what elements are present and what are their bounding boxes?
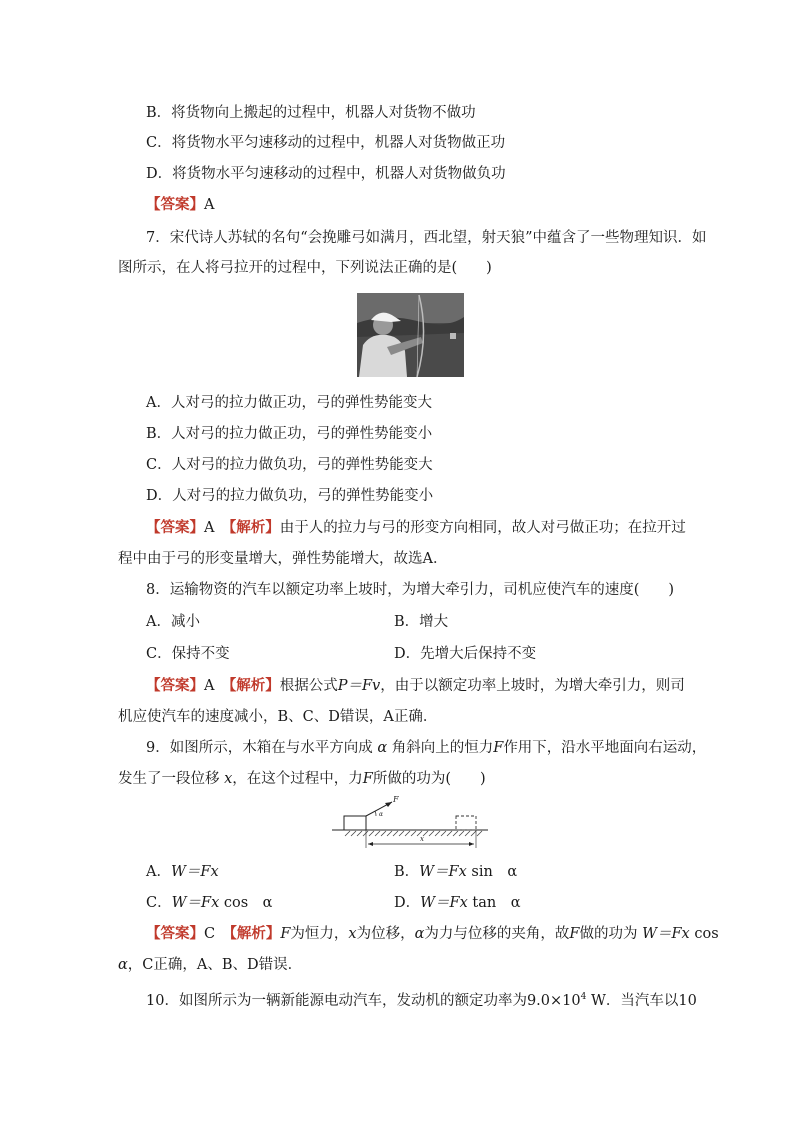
q10-stem-line-1 [146, 988, 697, 1010]
analysis-tag: 【解析】 [229, 925, 281, 942]
q8-stem: 8．运输物资的汽车以额定功率上坡时，为增大牵引力，司机应使汽车的速度( ) [146, 582, 675, 598]
q9-answer [146, 925, 719, 943]
answer-value: A [204, 678, 215, 694]
formula: W＝Fx [170, 864, 219, 880]
displacement-symbol: x [224, 771, 233, 787]
text: D． [394, 895, 421, 911]
text: C． [146, 895, 172, 911]
force-symbol: F [280, 926, 291, 942]
q7-stem-line-1: 7．宋代诗人苏轼的名句“会挽雕弓如满月，西北望，射天狼”中蕴含了一些物理知识．如 [146, 230, 707, 246]
answer-tag: 【答案】 [146, 196, 204, 213]
answer-tag: 【答案】 [146, 519, 204, 536]
q9-stem-line-1 [146, 739, 706, 757]
text: 作用下，沿水平地面向右运动， [503, 740, 707, 756]
text: cos [694, 926, 719, 942]
q8-option-a: A．减小 [146, 614, 200, 630]
text: 为力与位移的夹角，故 [424, 926, 570, 942]
q7-analysis-line-2: 程中由于弓的形变量增大，弹性势能增大，故选A． [118, 551, 448, 567]
superscript: 4 [580, 992, 587, 1002]
answer-value: A [204, 197, 215, 213]
answer-tag: 【答案】 [146, 925, 204, 942]
text: 发生了一段位移 [118, 771, 220, 787]
text: 做的功为 [579, 926, 638, 942]
q7-option-b: B．人对弓的拉力做正功，弓的弹性势能变小 [146, 426, 433, 442]
text: tan α [472, 895, 521, 911]
text: ，在这个过程中，力 [232, 771, 363, 787]
q8-analysis-line-2: 机应使汽车的速度减小，B、C、D错误，A正确． [118, 709, 438, 725]
q7-option-c: C．人对弓的拉力做负功，弓的弹性势能变大 [146, 457, 433, 473]
answer-value: A [204, 520, 215, 536]
analysis-tag: 【解析】 [228, 519, 280, 536]
text: B． [394, 864, 420, 880]
q8-option-c: C．保持不变 [146, 646, 230, 662]
text: cos α [223, 895, 273, 911]
diagram-angle-label: α [379, 811, 384, 818]
formula: W＝Fx [419, 864, 467, 880]
diagram-displacement-label: x [420, 835, 424, 843]
alpha-symbol: α [377, 740, 388, 756]
formula: P＝Fv [337, 678, 381, 694]
analysis-text: 由于人的拉力与弓的形变方向相同，故人对弓做正功；在拉开过 [279, 520, 686, 536]
formula: W＝Fx [642, 926, 690, 942]
q9-option-a [146, 863, 219, 881]
analysis-text-post: ，由于以额定功率上坡时，为增大牵引力，则司 [380, 678, 685, 694]
q7-answer [146, 519, 686, 537]
q8-option-b: B．增大 [394, 614, 449, 630]
q7-option-a: A．人对弓的拉力做正功，弓的弹性势能变大 [146, 395, 432, 411]
q8-option-d: D．先增大后保持不变 [394, 646, 537, 662]
force-symbol: F [569, 926, 580, 942]
text: W．当汽车以10 [586, 992, 697, 1009]
text: ，C正确，A、B、D错误． [127, 957, 303, 973]
q9-option-d [394, 894, 521, 912]
text: 角斜向上的恒力 [391, 740, 494, 756]
q7-option-d: D．人对弓的拉力做负功，弓的弹性势能变小 [146, 488, 434, 504]
q6-answer [146, 196, 214, 214]
displacement-symbol: x [348, 926, 357, 942]
q9-option-c [146, 894, 272, 912]
q8-answer [146, 677, 685, 695]
answer-tag: 【答案】 [146, 677, 204, 694]
box-force-diagram [330, 794, 490, 852]
q6-option-b: B．将货物向上搬起的过程中，机器人对货物不做功 [146, 105, 476, 121]
text: 9．如图所示，木箱在与水平方向成 [146, 740, 373, 756]
archer-photo [357, 293, 464, 377]
text: 为恒力， [290, 926, 349, 942]
force-symbol: F [493, 740, 504, 756]
text: 为位移， [356, 926, 415, 942]
q7-stem-line-2: 图所示，在人将弓拉开的过程中，下列说法正确的是( ) [118, 260, 492, 276]
formula: W＝Fx [420, 895, 468, 911]
answer-value: C [204, 926, 216, 942]
alpha-symbol: α [118, 957, 128, 973]
alpha-symbol: α [414, 926, 425, 942]
q9-analysis-line-2 [118, 956, 302, 974]
text: A． [146, 864, 171, 880]
q9-stem-line-2 [118, 770, 486, 788]
q9-option-b [394, 863, 517, 881]
text: 所做的功为( ) [372, 771, 486, 787]
q6-option-d: D．将货物水平匀速移动的过程中，机器人对货物做负功 [146, 166, 506, 182]
force-symbol: F [362, 771, 373, 787]
q6-option-c: C．将货物水平匀速移动的过程中，机器人对货物做正功 [146, 135, 506, 151]
text: 10．如图所示为一辆新能源电动汽车，发动机的额定功率为9.0×10 [146, 992, 581, 1009]
diagram-force-label: F [393, 795, 399, 804]
formula: W＝Fx [171, 895, 220, 911]
analysis-text-pre: 根据公式 [279, 678, 338, 694]
text: sin α [471, 864, 518, 880]
analysis-tag: 【解析】 [228, 677, 280, 694]
